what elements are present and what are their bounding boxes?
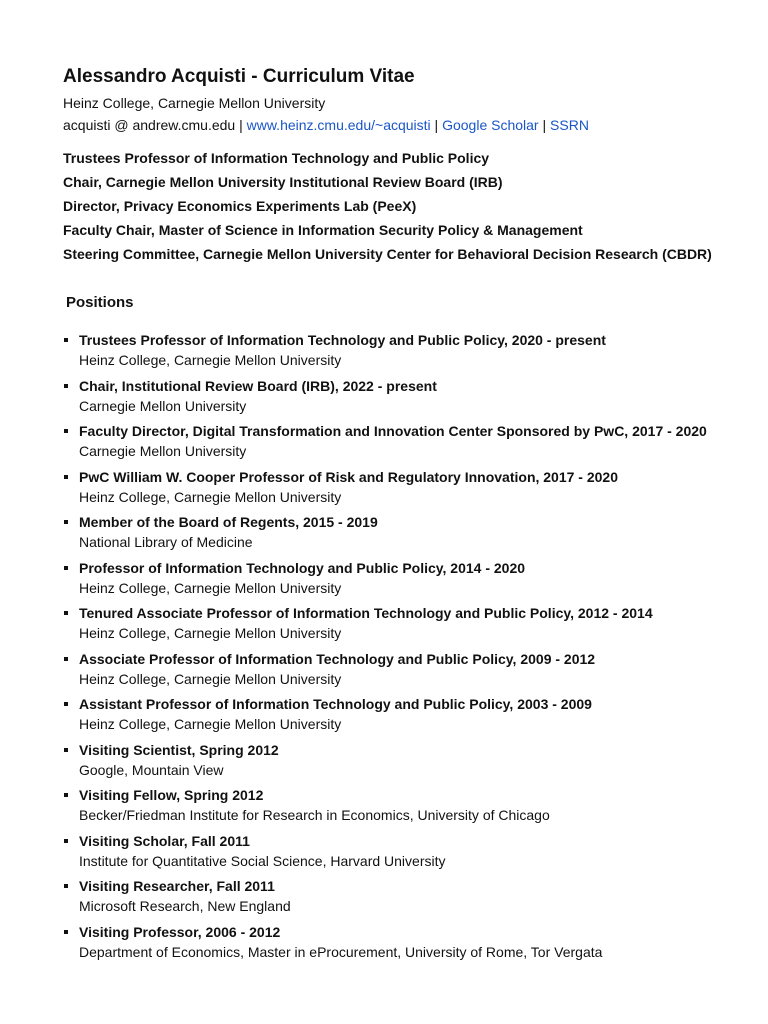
list-item	[63, 603, 753, 644]
position-title: Visiting Researcher, Fall 2011	[79, 878, 275, 894]
position-title: Associate Professor of Information Technology and Public Policy, 2009 - 2012	[79, 650, 596, 667]
contact-line	[63, 114, 753, 136]
positions-list	[63, 330, 753, 962]
position-title: Visiting Professor, 2006 - 2012	[79, 923, 281, 940]
positions-heading: Positions	[66, 294, 134, 311]
list-item	[63, 649, 753, 690]
position-org: Carnegie Mellon University	[79, 397, 247, 414]
list-item	[63, 512, 753, 553]
email-text: acquisti @ andrew.cmu.edu	[63, 117, 236, 133]
position-org: Heinz College, Carnegie Mellon University	[79, 352, 342, 368]
bullet-icon	[64, 566, 68, 570]
list-item	[63, 330, 753, 371]
bullet-icon	[64, 429, 68, 433]
position-title: Visiting Scientist, Spring 2012	[79, 741, 279, 758]
list-item	[63, 421, 753, 462]
position-title: Trustees Professor of Information Technology and Public Policy, 2020 - present	[79, 332, 606, 348]
current-roles	[63, 146, 753, 266]
position-org: Google, Mountain View	[79, 761, 224, 778]
bullet-icon	[64, 475, 68, 479]
bullet-icon	[64, 884, 68, 888]
position-org: Carnegie Mellon University	[79, 443, 247, 459]
bullet-icon	[64, 338, 68, 342]
list-item	[63, 785, 753, 826]
list-item	[63, 922, 753, 963]
position-title: Visiting Scholar, Fall 2011	[79, 832, 250, 849]
bullet-icon	[64, 793, 68, 797]
list-item	[63, 376, 753, 417]
position-org: Heinz College, Carnegie Mellon University	[79, 488, 342, 505]
google-scholar-link[interactable]: Google Scholar	[442, 117, 539, 133]
list-item	[63, 831, 753, 872]
position-org: Heinz College, Carnegie Mellon University	[79, 625, 342, 641]
page-title: Alessandro Acquisti - Curriculum Vitae	[63, 66, 415, 87]
role-line: Trustees Professor of Information Technology and Public Policy	[63, 150, 490, 166]
position-title: Professor of Information Technology and Public Policy, 2014 - 2020	[79, 559, 526, 576]
website-link[interactable]: www.heinz.cmu.edu/~acquisti	[246, 117, 431, 133]
bullet-icon	[64, 930, 68, 934]
bullet-icon	[64, 839, 68, 843]
list-item	[63, 740, 753, 781]
list-item	[63, 876, 753, 917]
position-org: Heinz College, Carnegie Mellon University	[79, 579, 342, 596]
bullet-icon	[64, 611, 68, 615]
position-title: Tenured Associate Professor of Information Technology and Public Policy, 2012 - 2014	[79, 605, 653, 621]
position-org: Heinz College, Carnegie Mellon University	[79, 716, 342, 732]
cv-page	[63, 64, 753, 967]
position-title: PwC William W. Cooper Professor of Risk and Regulatory Innovation, 2017 - 2020	[79, 468, 618, 485]
position-title: Member of the Board of Regents, 2015 - 2019	[79, 514, 378, 530]
bullet-icon	[64, 748, 68, 752]
position-title: Chair, Institutional Review Board (IRB), 2022 - present	[79, 377, 437, 394]
role-line: Steering Committee, Carnegie Mellon University Center for Behavioral Decision Research (CBDR)	[63, 246, 712, 262]
bullet-icon	[64, 702, 68, 706]
position-title: Faculty Director, Digital Transformation and Innovation Center Sponsored by PwC, 2017 - 2020	[79, 423, 707, 439]
bullet-icon	[64, 657, 68, 661]
role-line: Faculty Chair, Master of Science in Information Security Policy & Management	[63, 222, 583, 238]
list-item	[63, 558, 753, 599]
ssrn-link[interactable]: SSRN	[550, 117, 589, 133]
position-org: Department of Economics, Master in eProcurement, University of Rome, Tor Vergata	[79, 943, 603, 960]
position-title: Assistant Professor of Information Technology and Public Policy, 2003 - 2009	[79, 696, 592, 712]
separator: |	[235, 117, 247, 133]
separator: |	[430, 117, 443, 133]
role-line: Chair, Carnegie Mellon University Institutional Review Board (IRB)	[63, 174, 503, 190]
position-org: Heinz College, Carnegie Mellon University	[79, 670, 342, 687]
position-title: Visiting Fellow, Spring 2012	[79, 787, 264, 803]
position-org: Institute for Quantitative Social Science, Harvard University	[79, 852, 446, 869]
position-org: Microsoft Research, New England	[79, 898, 291, 914]
role-line: Director, Privacy Economics Experiments Lab (PeeX)	[63, 198, 417, 214]
list-item	[63, 694, 753, 735]
separator: |	[538, 117, 551, 133]
position-org: Becker/Friedman Institute for Research in Economics, University of Chicago	[79, 807, 550, 823]
list-item	[63, 467, 753, 508]
position-org: National Library of Medicine	[79, 534, 253, 550]
affiliation: Heinz College, Carnegie Mellon University	[63, 95, 326, 111]
bullet-icon	[64, 520, 68, 524]
bullet-icon	[64, 384, 68, 388]
